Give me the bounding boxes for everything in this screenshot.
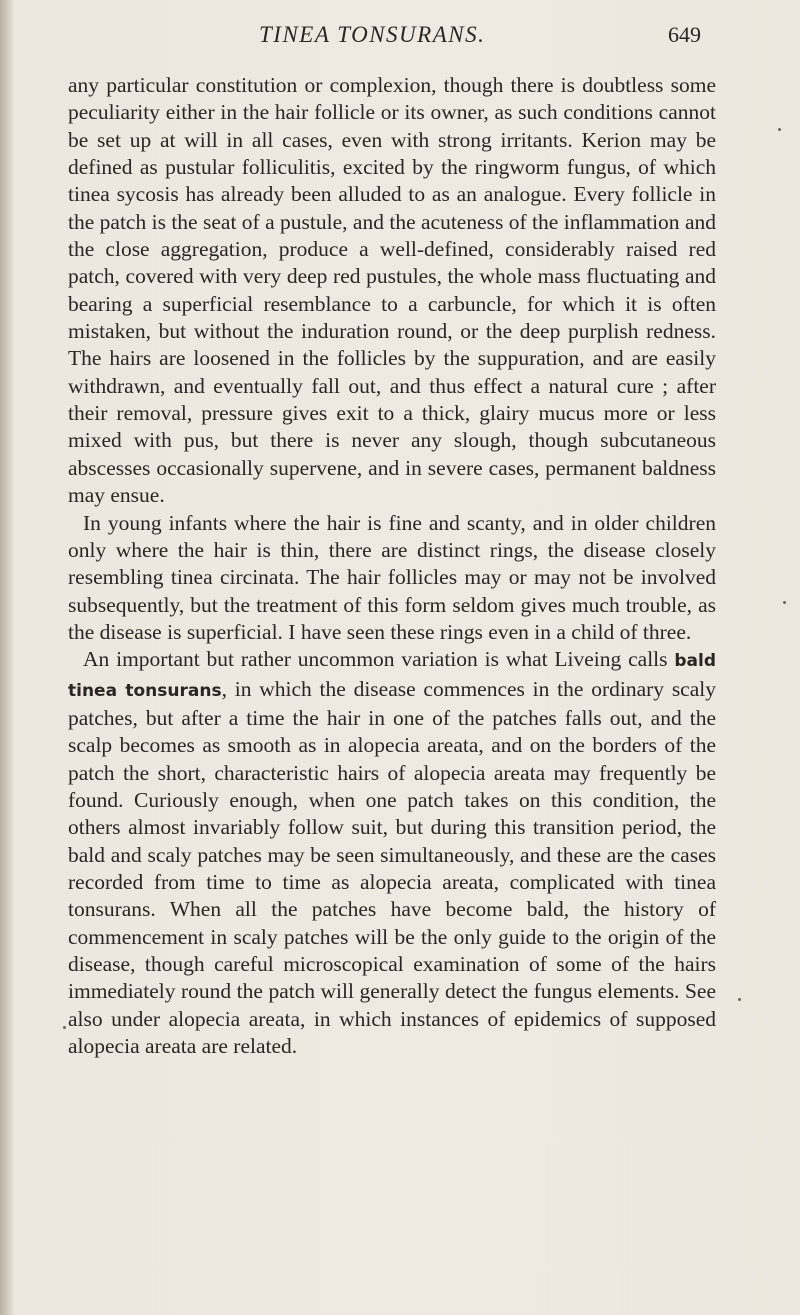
running-title: TINEA TONSURANS. [259, 22, 486, 47]
page-gutter-shadow [0, 0, 14, 1315]
paper-speck [783, 601, 786, 604]
body-text [68, 72, 716, 1060]
paper-speck [778, 128, 781, 131]
bold-term: bald tinea tonsurans [68, 651, 716, 701]
paragraph-bald-tinea-end: , in which the disease commences in the ordinary scaly patches, but after a time the hair in one of the patches falls out, and the scalp becomes as smooth as in alopecia areata, and on the borders of the patch the short, characteristic hairs of alopecia areata may frequently be found. Curiously enough, when one patch takes on this condition, the others almost invariably follow suit, but during this transition period, the bald and scaly patches may be seen simultaneously, and these are the cases recorded from time to time as alopecia areata, complicated with tinea tonsurans. When all the patches have become bald, the history of commencement in scaly patches will be the only guide to the origin of the disease, though careful microscopical examination of some of the hairs immediately round the patch will generally detect the fungus elements. See also under alopecia areata, in which instances of epidemics of supposed alopecia areata are related. [68, 676, 716, 1059]
page-header [0, 22, 800, 52]
paragraph-bald-tinea-start: An important but rather uncommon variation is what Liveing calls [83, 647, 675, 672]
paper-speck [63, 1026, 66, 1029]
paragraph-infants: In young infants where the hair is fine and scanty, and in older children only where the hair is thin, there are distinct rings, the disease closely resembling tinea circinata. The hair follicles may or may not be involved subsequently, but the treatment of this form seldom gives much trouble, as the disease is superficial. I have seen these rings even in a child of three. [68, 510, 716, 644]
page-number: 649 [668, 22, 701, 47]
paper-speck [738, 998, 741, 1001]
paragraph-kerion: any particular constitution or complexion, though there is doubtless some peculiarity either in the hair follicle or its owner, as such conditions cannot be set up at will in all cases, even with strong irritants. Kerion may be defined as pustular folliculitis, excited by the ringworm fungus, of which tinea sycosis has already been alluded to as an analogue. Every follicle in the patch is the seat of a pustule, and the acuteness of the inflammation and the close aggregation, produce a well-defined, considerably raised red patch, covered with very deep red pustules, the whole mass fluctuating and bearing a superficial resemblance to a carbuncle, for which it is often mistaken, but without the induration round, or the deep purplish redness. The hairs are loosened in the follicles by the suppuration, and are easily withdrawn, and eventually fall out, and thus effect a natural cure ; after their removal, pressure gives exit to a thick, glairy mucus more or less mixed with pus, but there is never any slough, though subcutaneous abscesses occasionally supervene, and in severe cases, permanent baldness may ensue. [68, 73, 716, 508]
paragraph-bald-tinea [68, 646, 716, 1060]
